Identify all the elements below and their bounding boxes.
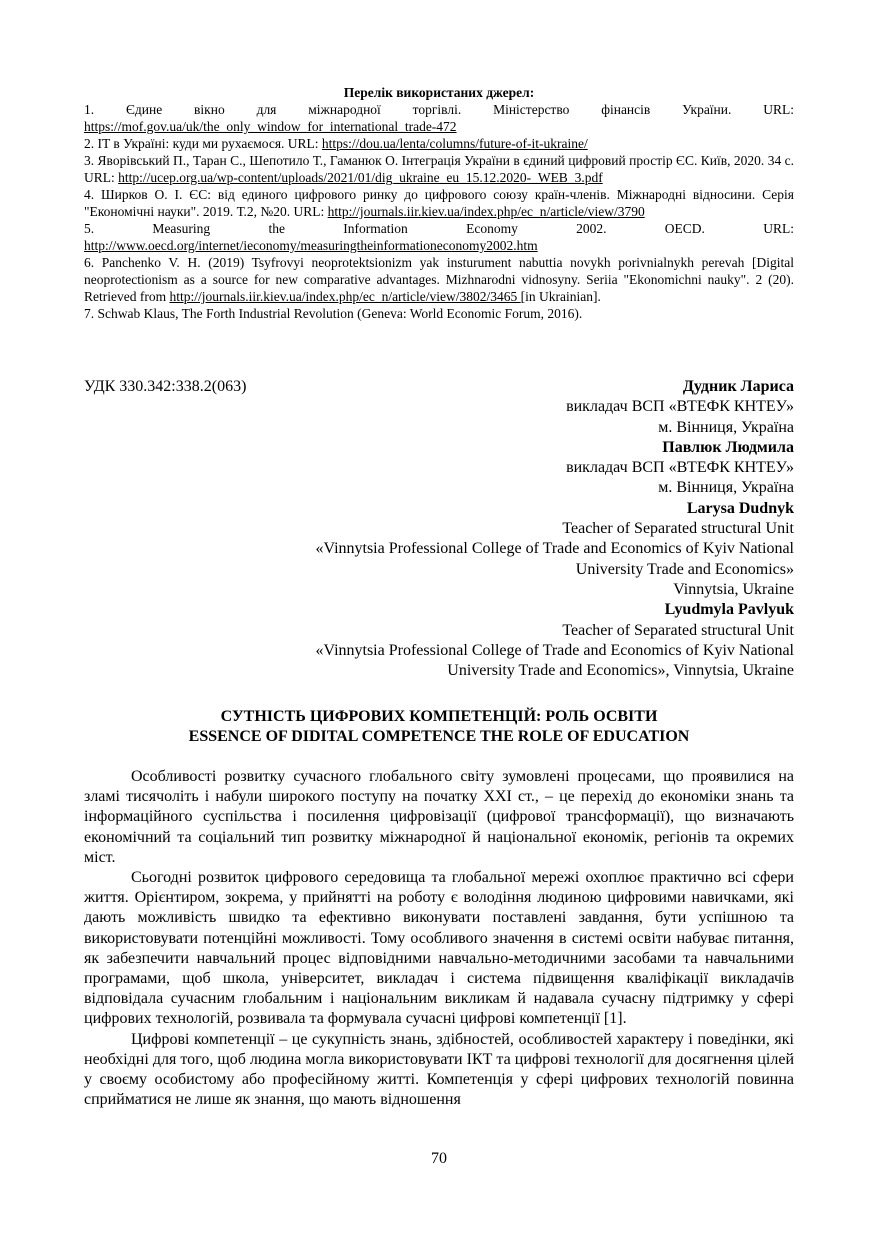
- reference-link[interactable]: https://dou.ua/lenta/columns/future-of-it-ukraine/: [321, 136, 588, 151]
- author-name: Павлюк Людмила: [662, 438, 794, 456]
- article-title: [84, 707, 794, 747]
- reference-text: 5. Measuring the Information Economy 2002. OECD. URL:: [84, 221, 794, 236]
- page-number: 70: [431, 1150, 447, 1167]
- reference-link[interactable]: http://ucep.org.ua/wp-content/uploads/2021/01/dig_ukraine_eu_15.12.2020-_WEB_3.pdf: [118, 170, 603, 185]
- reference-item: [84, 220, 794, 254]
- author-affiliation: «Vinnytsia Professional College of Trade and Economics of Kyiv National: [315, 641, 794, 659]
- reference-item: [84, 152, 794, 186]
- reference-item: [84, 101, 794, 135]
- reference-text: 7. Schwab Klaus, The Forth Industrial Revolution (Geneva: World Economic Forum, 2016).: [84, 306, 583, 321]
- reference-item: [84, 186, 794, 220]
- reference-link[interactable]: https://mof.gov.ua/uk/the_only_window_for_international_trade-472: [84, 119, 457, 134]
- author-block: [214, 377, 794, 681]
- references-section: [84, 84, 794, 322]
- reference-link[interactable]: http://journals.iir.kiev.ua/index.php/ec_n/article/view/3790: [327, 204, 645, 219]
- author-affiliation: University Trade and Economics», Vinnytsia, Ukraine: [447, 662, 794, 680]
- reference-text: 2. IT в Україні: куди ми рухаємося. URL:: [84, 136, 322, 151]
- reference-text: 6. Panchenko V. H. (2019) Tsyfrovyi neoprotektsionizm yak insturument nabuttia novykh porivnialnykh perevah [Digital neoprotectionism as a source for new comparative advantages. Mizhnarodni vidnosyny. Seriia "Ekonomichni nauky". 2 (20). Retrieved from: [84, 255, 794, 304]
- author-location: м. Вінниця, Україна: [658, 418, 794, 436]
- reference-tail: [in Ukrainian].: [520, 289, 601, 304]
- author-name: Дудник Лариса: [682, 378, 794, 395]
- author-position: викладач ВСП «ВТЕФК КНТЕУ»: [566, 459, 794, 477]
- reference-item: [84, 254, 794, 305]
- reference-item: [84, 305, 794, 322]
- author-position: викладач ВСП «ВТЕФК КНТЕУ»: [566, 398, 794, 416]
- author-position: Teacher of Separated structural Unit: [562, 621, 794, 639]
- reference-item: [84, 135, 794, 152]
- udk-code: УДК 330.342:338.2(063): [84, 378, 247, 395]
- author-name: Lyudmyla Pavlyuk: [664, 601, 794, 619]
- reference-link[interactable]: http://www.oecd.org/internet/ieconomy/measuringtheinformationeconomy2002.htm: [84, 238, 538, 253]
- body-paragraph: Цифрові компетенції – це сукупність знань, здібностей, особливостей характеру і поведінки, які необхідні для того, щоб людина могла використовувати ІКТ та цифрові технології для досягнення цілей у своєму особистому або професійному житті. Компетенція у сфері цифрових технологій повинна сприйматися не лише як знання, що мають відношення: [84, 1030, 794, 1109]
- author-affiliation: University Trade and Economics»: [575, 560, 794, 578]
- author-position: Teacher of Separated structural Unit: [562, 520, 794, 538]
- article-body: [84, 767, 794, 1110]
- author-location: Vinnytsia, Ukraine: [673, 580, 794, 598]
- article-title-ua: СУТНІСТЬ ЦИФРОВИХ КОМПЕТЕНЦІЙ: РОЛЬ ОСВІТИ: [220, 708, 658, 725]
- reference-text: 3. Яворівський П., Таран С., Шепотило Т., Гаманюк О. Інтеграція України в єдиний цифровий простір ЄС. Київ, 2020. 34 с. URL:: [84, 153, 794, 185]
- body-paragraph: Сьогодні розвиток цифрового середовища та глобальної мережі охоплює практично всі сфери життя. Орієнтиром, зокрема, у прийнятті на роботу є володіння людиною цифровими навичками, які дають можливість швидко та ефективно виконувати поставлені завдання, бути успішною та використовувати потенційні можливості. Тому особливого значення в системі освіти набуває питання, як забезпечити навчальний процес відповідними навчально-методичними засобами та навчальними програмами, щоб школа, університет, викладач і система підвищення кваліфікації викладачів відповідала сучасним глобальним і національним викликам й надавала сучасну підтримку у сфері цифрових технологій, розвивала та формувала сучасні цифрові компетенції [1].: [84, 869, 794, 1028]
- article-title-en: ESSENCE OF DIDITAL COMPETENCE THE ROLE OF EDUCATION: [188, 728, 690, 745]
- reference-text: 4. Ширков О. І. ЄС: від единого цифрового ринку до цифрового союзу країн-членів. Міжнародні відносини. Серія "Економічні науки". 2019. Т.2, №20. URL:: [84, 187, 794, 219]
- author-location: м. Вінниця, Україна: [658, 479, 794, 497]
- body-paragraph: Особливості розвитку сучасного глобального світу зумовлені процесами, що проявилися на зламі тисячоліть і набули широкого поступу на початку XXI ст., – це перехід до економіки знань та інформаційного суспільства і посилення цифровізації (цифрової трансформації), що визначають економічний та соціальний тип розвитку міжнародної й національної економік, регіонів та окремих міст.: [84, 768, 794, 866]
- author-name: Larysa Dudnyk: [686, 499, 794, 517]
- reference-text: 1. Єдине вікно для міжнародної торгівлі. Міністерство фінансів України. URL:: [84, 102, 794, 117]
- reference-link[interactable]: http://journals.iir.kiev.ua/index.php/ec_n/article/view/3802/3465: [169, 289, 521, 304]
- author-affiliation: «Vinnytsia Professional College of Trade and Economics of Kyiv National: [315, 540, 794, 558]
- references-title: Перелік використаних джерел:: [343, 85, 535, 100]
